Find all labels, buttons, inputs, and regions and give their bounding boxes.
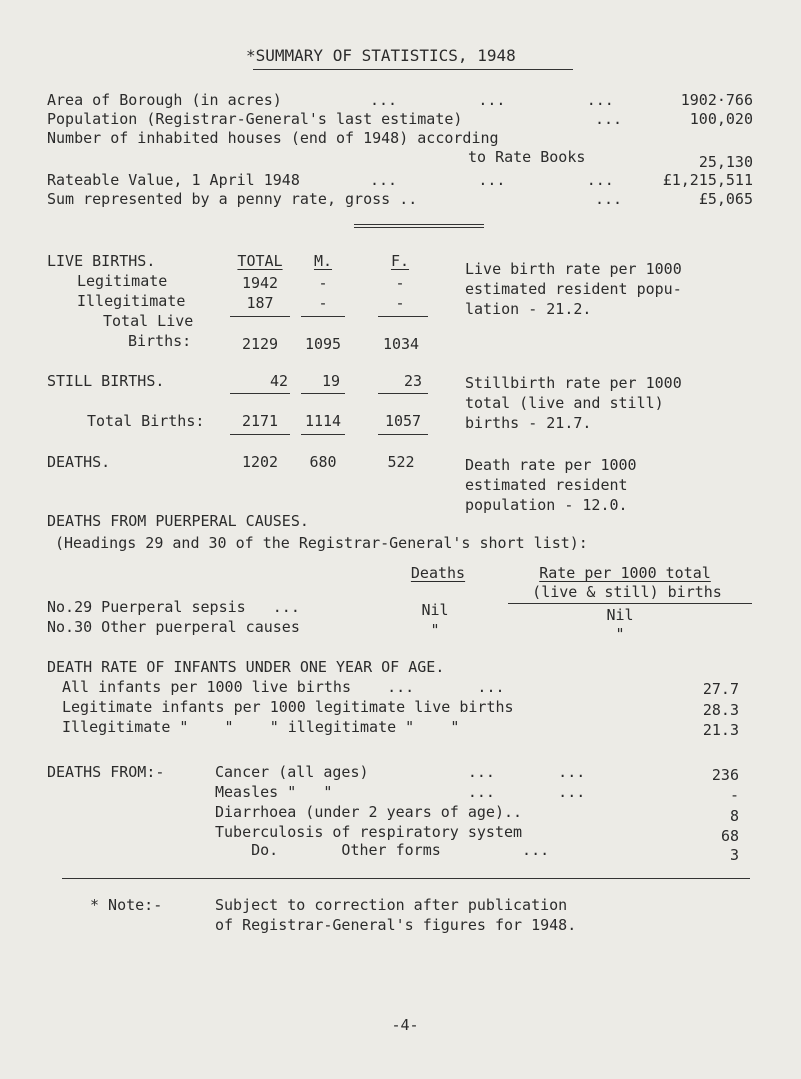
still-rate-text: Stillbirth rate per 1000 [465,374,682,392]
sum-rule [301,434,345,435]
sum-rule [301,316,345,317]
deaths-from-row-value: 8 [729,807,739,825]
legitimate-m: - [318,274,328,292]
still-m: 19 [321,372,340,390]
summary-value: £5,065 [698,190,753,208]
total-live-m: 1095 [304,335,342,353]
births-heading: LIVE BIRTHS. [47,252,156,270]
deaths-m: 680 [309,453,337,471]
page-title: *SUMMARY OF STATISTICS, 1948 [246,46,516,65]
puerperal-row-deaths: " [430,621,440,639]
still-rate-text: births - 21.7. [465,414,592,432]
infants-row-value: 28.3 [702,701,739,719]
total-live-total: 2129 [241,335,279,353]
summary-label: Number of inhabited houses (end of 1948) according [47,129,499,147]
still-rate-text: total (live and still) [465,394,664,412]
legitimate-total: 1942 [241,274,279,292]
legitimate-f: - [395,274,405,292]
total-births-m: 1114 [304,412,342,430]
infants-row-label: All infants per 1000 live births ... ... [62,678,505,696]
infants-row-label: Legitimate infants per 1000 legitimate live births [62,698,514,716]
summary-value: 25,130 [698,153,753,171]
illegitimate-label: Illegitimate [77,292,186,310]
summary-label: Population (Registrar-General's last estimate) [47,110,463,128]
deaths-total: 1202 [241,453,279,471]
deaths-from-row-label: Diarrhoea (under 2 years of age).. [215,803,523,821]
still-f: 23 [403,372,422,390]
illegitimate-m: - [318,294,328,312]
puerperal-row-rate: " [615,625,625,643]
puerperal-subheading: (Headings 29 and 30 of the Registrar-General's short list): [55,534,588,552]
summary-value: 100,020 [689,110,753,128]
summary-dots: ... [595,110,623,128]
puerperal-row-rate: Nil [606,606,634,624]
deaths-from-row-label: Tuberculosis of respiratory system [215,823,523,841]
note-text: Subject to correction after publication [215,896,568,914]
deaths-from-row-value: 236 [711,766,739,784]
puerperal-row-label: No.29 Puerperal sepsis ... [47,598,300,616]
sum-rule [378,393,428,394]
summary-label: to Rate Books [468,148,586,166]
illegitimate-f: - [395,294,405,312]
death-rate-text: Death rate per 1000 [465,456,637,474]
legitimate-label: Legitimate [77,272,168,290]
total-live-f: 1034 [382,335,420,353]
deaths-from-row-label: Cancer (all ages) ... ... [215,763,586,781]
infants-row-value: 27.7 [702,680,739,698]
deaths-from-row-label: Measles " " ... ... [215,783,586,801]
sum-rule [230,316,290,317]
live-rate-text: estimated resident popu- [465,280,682,298]
puerperal-row-label: No.30 Other puerperal causes [47,618,300,636]
illegitimate-total: 187 [246,294,274,312]
summary-label: Area of Borough (in acres) [47,91,282,109]
puerperal-row-deaths: Nil [421,601,449,619]
total-live-label: Births: [128,332,192,350]
live-rate-text: Live birth rate per 1000 [465,260,682,278]
total-live-label: Total Live [103,312,194,330]
note-label: * Note:- [90,896,163,914]
page-number: -4- [391,1016,419,1034]
summary-value: £1,215,511 [662,171,753,189]
summary-value: 1902·766 [680,91,753,109]
bottom-rule [62,878,750,879]
summary-dots: ... ... ... [370,91,614,109]
col-f-header: F. [390,252,410,270]
deaths-from-row-value: 3 [729,846,739,864]
still-births-label: STILL BIRTHS. [47,372,165,390]
deaths-f: 522 [387,453,415,471]
infants-row-value: 21.3 [702,721,739,739]
col-deaths-header: Deaths [410,564,466,582]
col-rate-header: (live & still) births [532,583,722,601]
infants-heading: DEATH RATE OF INFANTS UNDER ONE YEAR OF AGE. [47,658,445,676]
summary-dots: ... ... ... [370,171,614,189]
title-underline [253,69,573,70]
deaths-from-row-value: - [729,786,739,804]
separator-rule [354,224,484,225]
summary-label: Sum represented by a penny rate, gross .. [47,190,418,208]
live-rate-text: lation - 21.2. [465,300,592,318]
still-total: 42 [269,372,288,390]
col-total-header: TOTAL [237,252,283,270]
summary-dots: ... [595,190,623,208]
sum-rule [378,316,428,317]
total-births-total: 2171 [241,412,279,430]
deaths-from-row-label: Do. Other forms ... [215,841,550,859]
note-text: of Registrar-General's figures for 1948. [215,916,577,934]
header-underline [508,603,752,604]
infants-row-label: Illegitimate " " " illegitimate " " [62,718,460,736]
death-rate-text: population - 12.0. [465,496,628,514]
sum-rule [230,434,290,435]
summary-label: Rateable Value, 1 April 1948 [47,171,300,189]
col-rate-header: Rate per 1000 total [539,564,711,582]
separator-rule [354,227,484,228]
death-rate-text: estimated resident [465,476,628,494]
deaths-from-heading: DEATHS FROM:- [47,763,165,781]
deaths-from-row-value: 68 [720,827,739,845]
total-births-f: 1057 [384,412,422,430]
sum-rule [378,434,428,435]
col-m-header: M. [313,252,333,270]
sum-rule [301,393,345,394]
sum-rule [230,393,290,394]
puerperal-heading: DEATHS FROM PUERPERAL CAUSES. [47,512,309,530]
deaths-label: DEATHS. [47,453,111,471]
total-births-label: Total Births: [87,412,205,430]
